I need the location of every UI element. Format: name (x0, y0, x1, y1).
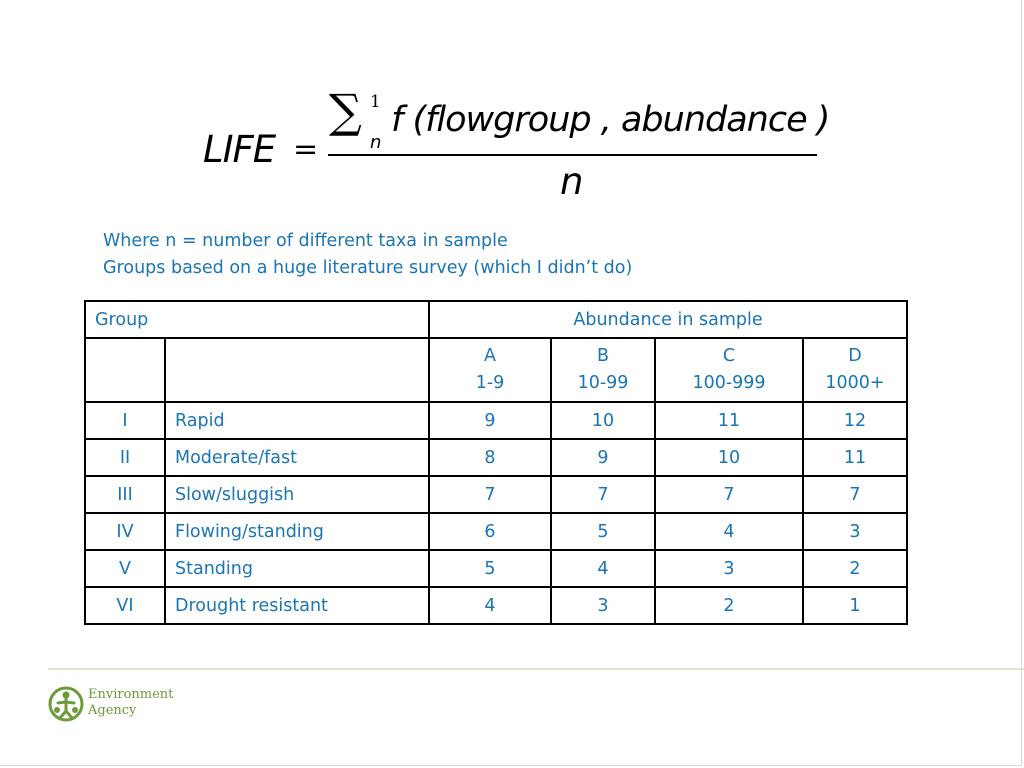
score-cell: 10 (551, 402, 655, 439)
logo-wordmark (88, 687, 173, 719)
table-row (85, 476, 907, 513)
score-cell: 3 (803, 513, 907, 550)
formula-lhs: LIFE (203, 128, 276, 171)
flow-type: Moderate/fast (165, 439, 429, 476)
fraction-bar (328, 154, 817, 156)
score-cell: 9 (429, 402, 551, 439)
formula-denominator: n (560, 160, 583, 203)
score-cell: 4 (551, 550, 655, 587)
table-row (85, 513, 907, 550)
class-range: 1-9 (475, 373, 505, 393)
class-range: 1000+ (825, 373, 885, 393)
footer-divider (48, 668, 1024, 670)
score-cell: 2 (803, 550, 907, 587)
logo-line: Environment (88, 687, 174, 702)
score-cell: 7 (655, 476, 803, 513)
score-cell: 11 (803, 439, 907, 476)
score-cell: 7 (551, 476, 655, 513)
summation-lower: n (370, 132, 381, 153)
table-header-row (85, 301, 907, 338)
empty-cell (85, 338, 165, 402)
class-letter: B (596, 346, 609, 366)
flow-type: Rapid (165, 402, 429, 439)
class-range: 100-999 (692, 373, 766, 393)
note-line: Where n = number of different taxa in sample (103, 231, 508, 251)
abundance-class-c (655, 338, 803, 402)
table-row (85, 402, 907, 439)
abundance-class-b (551, 338, 655, 402)
note-line: Groups based on a huge literature survey (which I didn’t do) (103, 258, 633, 278)
abundance-class-d (803, 338, 907, 402)
score-cell: 12 (803, 402, 907, 439)
group-number: II (85, 439, 165, 476)
logo-line: Agency (88, 703, 137, 718)
score-cell: 10 (655, 439, 803, 476)
flow-type: Standing (165, 550, 429, 587)
table-row (85, 439, 907, 476)
score-cell: 2 (655, 587, 803, 624)
score-cell: 4 (655, 513, 803, 550)
score-cell: 7 (803, 476, 907, 513)
class-letter: A (484, 346, 496, 366)
group-number: III (85, 476, 165, 513)
group-number: I (85, 402, 165, 439)
score-cell: 6 (429, 513, 551, 550)
score-cell: 5 (429, 550, 551, 587)
summation-symbol: ∑ (329, 84, 362, 138)
flow-type: Flowing/standing (165, 513, 429, 550)
score-cell: 3 (655, 550, 803, 587)
class-range: 10-99 (577, 373, 629, 393)
formula-equals: = (293, 132, 319, 167)
group-number: V (85, 550, 165, 587)
group-number: IV (85, 513, 165, 550)
score-cell: 8 (429, 439, 551, 476)
abundance-header: Abundance in sample (429, 301, 907, 338)
score-cell: 5 (551, 513, 655, 550)
flow-type: Drought resistant (165, 587, 429, 624)
score-cell: 7 (429, 476, 551, 513)
table-row (85, 550, 907, 587)
score-cell: 9 (551, 439, 655, 476)
life-formula (0, 0, 1024, 210)
class-letter: C (722, 346, 736, 366)
group-number: VI (85, 587, 165, 624)
summation-upper: 1 (370, 92, 381, 112)
flow-type: Slow/sluggish (165, 476, 429, 513)
empty-cell (165, 338, 429, 402)
score-cell: 11 (655, 402, 803, 439)
score-cell: 1 (803, 587, 907, 624)
class-letter: D (848, 346, 862, 366)
table-row (85, 587, 907, 624)
formula-numerator: f (flowgroup , abundance ) (391, 100, 830, 140)
abundance-class-row (85, 338, 907, 402)
score-cell: 3 (551, 587, 655, 624)
life-score-table (84, 300, 908, 625)
formula-notes (103, 228, 632, 282)
group-header: Group (85, 301, 429, 338)
score-cell: 4 (429, 587, 551, 624)
abundance-class-a (429, 338, 551, 402)
